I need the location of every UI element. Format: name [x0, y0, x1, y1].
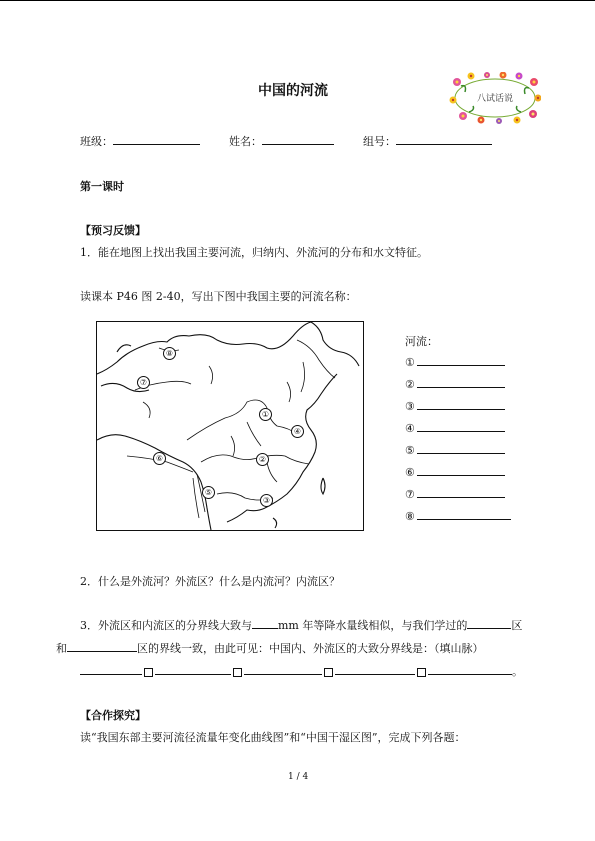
legend-num: ③ [405, 400, 415, 413]
class-label: 班级： [80, 135, 113, 148]
flower-frame-badge [449, 72, 541, 124]
class-field[interactable] [113, 133, 200, 145]
read-instruction: 读课本 P46 图 2-40，写出下图中我国主要的河流名称： [80, 290, 357, 303]
separator-box [324, 668, 333, 677]
region-field-2[interactable] [67, 640, 137, 652]
question-3-line2 [56, 640, 484, 656]
map-marker-2: ② [256, 453, 269, 466]
q3-text-b: mm 年等降水量线相似，与我们学过的 [278, 619, 468, 632]
separator-box [417, 668, 426, 677]
legend-num: ⑥ [405, 466, 415, 479]
answer-field-8[interactable] [417, 508, 511, 520]
group-field[interactable] [396, 133, 492, 145]
mountain-field-3[interactable] [244, 663, 322, 675]
mountain-field-1[interactable] [80, 663, 142, 675]
page-title: 中国的河流 [258, 83, 328, 99]
map-marker-3: ③ [260, 494, 273, 507]
separator-box [233, 668, 242, 677]
legend-row-5 [405, 442, 505, 457]
legend-num: ⑦ [405, 488, 415, 501]
legend-row-8 [405, 508, 511, 523]
name-field[interactable] [262, 133, 334, 145]
legend-num: ① [405, 356, 415, 369]
question-2: 2．什么是外流河？外流区？什么是内流河？内流区？ [80, 575, 340, 588]
question-3-line3 [80, 663, 523, 679]
answer-field-1[interactable] [417, 354, 505, 366]
answer-field-5[interactable] [417, 442, 505, 454]
map-marker-7: ⑦ [137, 376, 150, 389]
legend-row-1 [405, 354, 505, 369]
answer-field-7[interactable] [417, 486, 505, 498]
top-border [0, 0, 595, 1]
info-row [80, 133, 492, 149]
question-1: 1．能在地图上找出我国主要河流，归纳内、外流河的分布和水文特征。 [80, 246, 428, 259]
q3-text-a: 3．外流区和内流区的分界线大致与 [80, 619, 252, 632]
legend-num: ⑤ [405, 444, 415, 457]
legend-row-4 [405, 420, 505, 435]
cooperation-instruction: 读“我国东部主要河流径流量年变化曲线图”和“中国干湿区图”，完成下列各题： [80, 731, 466, 744]
cooperation-heading: 【合作探究】 [80, 709, 146, 722]
map-marker-5: ⑤ [202, 486, 215, 499]
map-outline [97, 322, 363, 530]
answer-field-2[interactable] [417, 376, 505, 388]
legend-row-6 [405, 464, 505, 479]
separator-box [144, 668, 153, 677]
legend-row-3 [405, 398, 505, 413]
legend-num: ④ [405, 422, 415, 435]
map-marker-1: ① [259, 408, 272, 421]
group-label: 组号： [363, 135, 396, 148]
preview-heading: 【预习反馈】 [80, 224, 146, 237]
q3-text-e: 区的界线一致，由此可见：中国内、外流区的大致分界线是：（填山脉） [137, 642, 484, 655]
legend-row-7 [405, 486, 505, 501]
legend-num: ② [405, 378, 415, 391]
mountain-field-4[interactable] [335, 663, 415, 675]
precip-field[interactable] [252, 617, 278, 629]
china-river-map [96, 321, 364, 531]
q3-text-d: 和 [56, 642, 67, 655]
legend-num: ⑧ [405, 510, 415, 523]
mountain-field-2[interactable] [155, 663, 231, 675]
map-marker-4: ④ [291, 425, 304, 438]
badge-text: 八试话说 [476, 94, 514, 104]
q3-period: 。 [512, 665, 523, 678]
answer-field-6[interactable] [417, 464, 505, 476]
answer-field-4[interactable] [417, 420, 505, 432]
question-3-line1 [80, 617, 522, 633]
map-marker-8: ⑧ [163, 347, 176, 360]
mountain-field-5[interactable] [428, 663, 512, 675]
map-marker-6: ⑥ [153, 452, 166, 465]
legend-title: 河流： [405, 335, 438, 348]
legend-row-2 [405, 376, 505, 391]
page-number: 1 / 4 [288, 772, 309, 782]
answer-field-3[interactable] [417, 398, 505, 410]
region-field-1[interactable] [467, 617, 511, 629]
lesson-label: 第一课时 [80, 180, 124, 193]
q3-text-c: 区 [511, 619, 523, 632]
name-label: 姓名： [229, 135, 262, 148]
